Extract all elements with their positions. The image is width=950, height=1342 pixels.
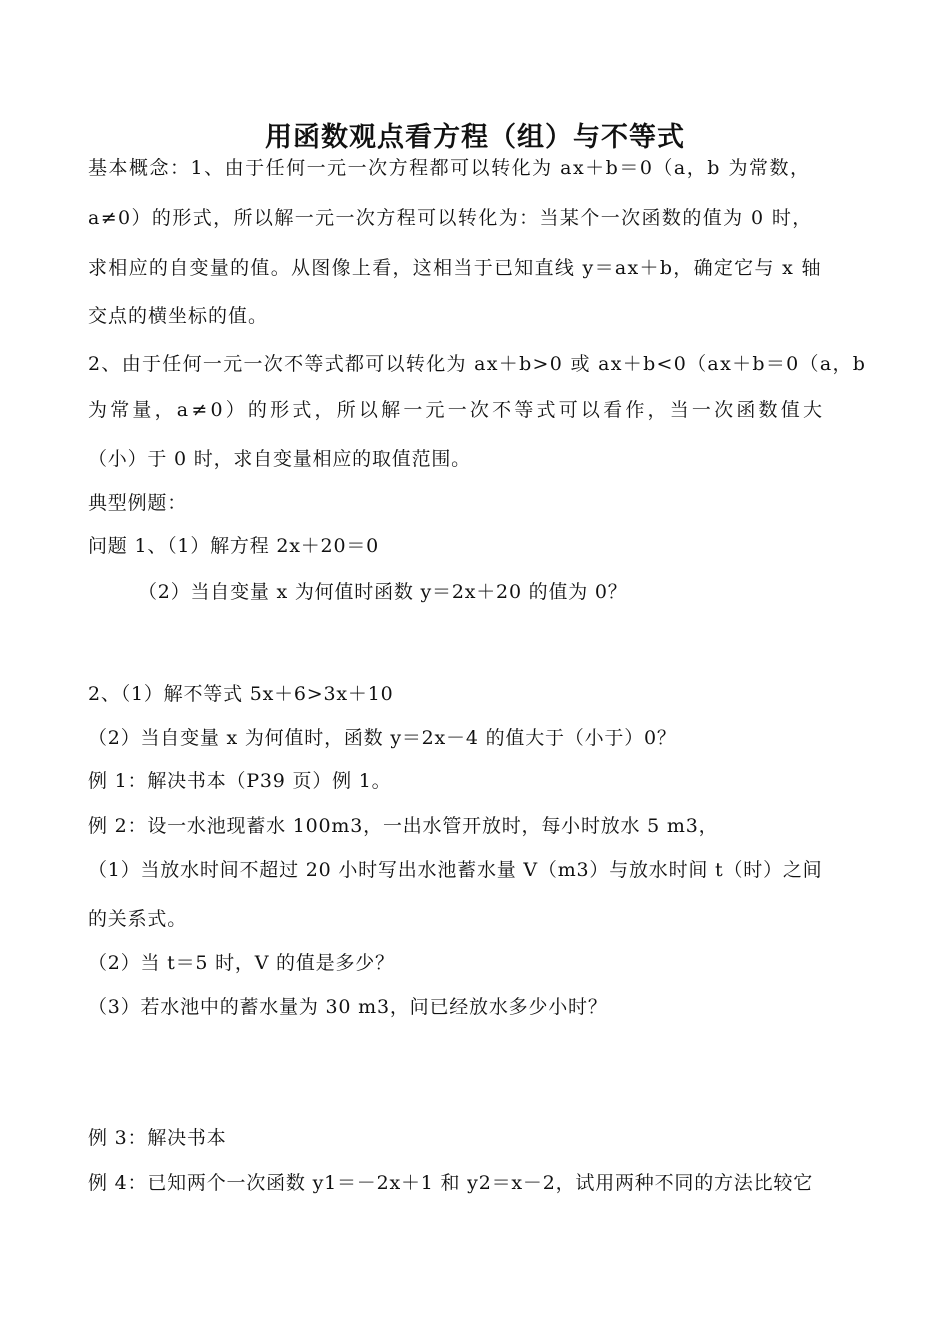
concept-2-line-1: 2、由于任何一元一次不等式都可以转化为 ax＋b>0 或 ax＋b<0（ax＋b＝0（a，b	[88, 353, 867, 375]
concept-2-line-3: （小）于 0 时，求自变量相应的取值范围。	[88, 448, 471, 470]
concept-line-3: 求相应的自变量的值。从图像上看，这相当于已知直线 y＝ax＋b，确定它与 x 轴	[88, 257, 822, 279]
page-title: 用函数观点看方程（组）与不等式	[265, 122, 685, 153]
example-3: 例 3：解决书本	[88, 1127, 227, 1149]
concept-line-2: a≠0）的形式，所以解一元一次方程可以转化为：当某个一次函数的值为 0 时，	[88, 207, 813, 229]
example-2-intro: 例 2：设一水池现蓄水 100m3，一出水管开放时，每小时放水 5 m3，	[88, 815, 719, 837]
problem-2-part-1: 2、（1）解不等式 5x＋6>3x＋10	[88, 683, 394, 705]
concept-line-1: 基本概念：1、由于任何一元一次方程都可以转化为 ax＋b＝0（a，b 为常数，	[88, 157, 811, 179]
example-1: 例 1：解决书本（P39 页）例 1。	[88, 770, 392, 792]
section-heading-examples: 典型例题：	[88, 492, 188, 514]
example-2-q2: （2）当 t＝5 时，V 的值是多少？	[88, 952, 395, 974]
concept-2-line-2: 为常量，a≠0）的形式，所以解一元一次不等式可以看作，当一次函数值大	[88, 399, 826, 421]
example-2-q1-line-1: （1）当放水时间不超过 20 小时写出水池蓄水量 V（m3）与放水时间 t（时）之间	[88, 859, 823, 881]
example-2-q3: （3）若水池中的蓄水量为 30 m3，问已经放水多少小时？	[88, 996, 608, 1018]
problem-1-part-1: 问题 1、（1）解方程 2x＋20＝0	[88, 535, 380, 557]
concept-line-4: 交点的横坐标的值。	[88, 305, 269, 327]
problem-1-part-2: （2）当自变量 x 为何值时函数 y＝2x＋20 的值为 0？	[138, 581, 628, 603]
example-2-q1-line-2: 的关系式。	[88, 908, 188, 930]
example-4: 例 4：已知两个一次函数 y1＝－2x＋1 和 y2＝x－2，试用两种不同的方法比较它	[88, 1172, 813, 1194]
problem-2-part-2: （2）当自变量 x 为何值时，函数 y＝2x－4 的值大于（小于）0？	[88, 727, 677, 749]
